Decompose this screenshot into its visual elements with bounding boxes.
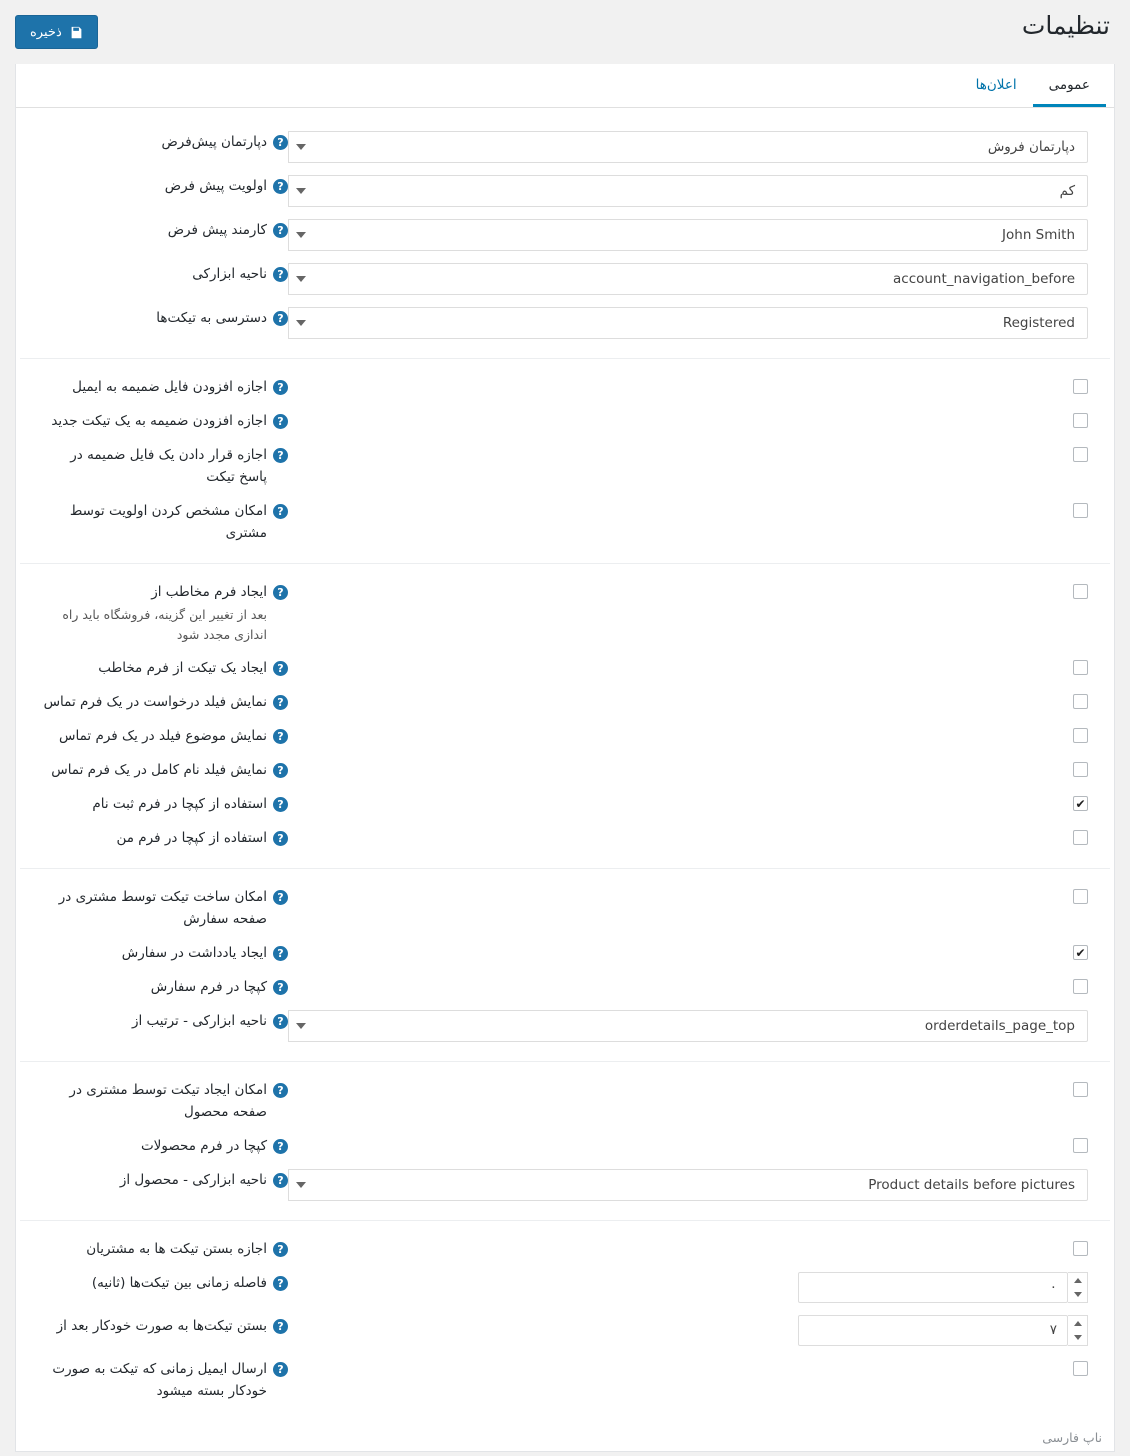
setting-row (42, 879, 1088, 935)
select-wrapper (288, 219, 1088, 251)
setting-select[interactable]: دپارتمان فروش (288, 131, 1088, 163)
setting-row (42, 1265, 1088, 1308)
setting-field (288, 940, 1088, 960)
setting-row (42, 1231, 1088, 1265)
setting-checkbox[interactable] (1073, 1241, 1088, 1256)
select-wrapper (288, 131, 1088, 163)
checkbox-holder (288, 444, 1088, 462)
setting-label (40, 579, 288, 645)
setting-field (288, 173, 1088, 207)
setting-label-text: امکان ساخت تیکت توسط مشتری در صفحه سفارش (58, 889, 267, 927)
setting-label-text: کپچا در فرم محصولات (140, 1138, 267, 1154)
setting-checkbox[interactable] (1073, 830, 1088, 845)
number-holder (288, 1272, 1088, 1303)
setting-field (288, 579, 1088, 599)
setting-label-text: امکان مشخص کردن اولویت توسط مشتری (69, 503, 267, 541)
setting-field (288, 217, 1088, 251)
setting-label-text: امکان ایجاد تیکت توسط مشتری در صفحه محصول (69, 1082, 267, 1120)
checkbox-holder (288, 500, 1088, 518)
setting-row (42, 684, 1088, 718)
checkbox-holder (288, 1358, 1088, 1376)
setting-label (40, 1270, 288, 1294)
help-icon[interactable]: ? (273, 1173, 288, 1188)
check-icon: ✔ (1075, 796, 1086, 811)
setting-checkbox[interactable] (1073, 762, 1088, 777)
help-icon[interactable]: ? (273, 695, 288, 710)
setting-label-text: ناحیه ابزارکی - ترتیب از (131, 1013, 267, 1029)
setting-label (40, 1167, 288, 1191)
setting-checkbox[interactable] (1073, 584, 1088, 599)
setting-label (40, 689, 288, 713)
checkbox-holder (288, 1238, 1088, 1256)
setting-row (42, 437, 1088, 493)
setting-checkbox[interactable] (1073, 1082, 1088, 1097)
setting-row (42, 935, 1088, 969)
setting-label-text: ایجاد یادداشت در سفارش (121, 945, 267, 961)
setting-field (288, 974, 1088, 994)
checkbox-holder (288, 1079, 1088, 1097)
page-title: تنظیمات (1021, 11, 1110, 40)
setting-field (288, 498, 1088, 518)
stepper-up-icon[interactable] (1068, 1316, 1087, 1331)
save-disk-icon (70, 26, 83, 39)
setting-row (42, 752, 1088, 786)
checkbox-holder (288, 759, 1088, 777)
help-icon[interactable]: ? (273, 661, 288, 676)
help-icon[interactable]: ? (273, 179, 288, 194)
setting-row (42, 969, 1088, 1003)
select-wrapper (288, 1010, 1088, 1042)
setting-checkbox[interactable] (1073, 979, 1088, 994)
setting-field (288, 442, 1088, 462)
setting-field (288, 1008, 1088, 1042)
setting-label-text: دسترسی به تیکت‌ها (156, 310, 267, 326)
help-icon[interactable]: ? (273, 267, 288, 282)
settings-panel (15, 64, 1115, 1452)
setting-label (40, 305, 288, 329)
setting-field (288, 374, 1088, 394)
help-icon[interactable]: ? (273, 763, 288, 778)
help-icon[interactable]: ? (273, 380, 288, 395)
setting-label-text: نمایش فیلد درخواست در یک فرم تماس (43, 694, 267, 710)
stepper-down-icon[interactable] (1068, 1288, 1087, 1303)
setting-label-text: کارمند پیش فرض (167, 222, 267, 238)
setting-number-input[interactable]: ۷ (798, 1315, 1068, 1346)
setting-field (288, 1133, 1088, 1153)
select-wrapper (288, 307, 1088, 339)
number-wrapper (798, 1315, 1088, 1346)
top-bar (0, 0, 1130, 64)
help-icon[interactable]: ? (273, 504, 288, 519)
help-icon[interactable]: ? (273, 831, 288, 846)
setting-field (288, 884, 1088, 904)
setting-label (40, 825, 288, 849)
number-holder (288, 1315, 1088, 1346)
setting-label (40, 655, 288, 679)
help-icon[interactable]: ? (273, 1083, 288, 1098)
setting-field (288, 305, 1088, 339)
checkbox-holder (288, 793, 1088, 811)
setting-field (288, 1313, 1088, 1346)
checkbox-holder (288, 1135, 1088, 1153)
setting-label (40, 1133, 288, 1157)
checkbox-holder (288, 725, 1088, 743)
setting-row (42, 124, 1088, 168)
setting-label-text: نمایش موضوع فیلد در یک فرم تماس (59, 728, 267, 744)
checkbox-holder (288, 691, 1088, 709)
setting-field (288, 723, 1088, 743)
checkbox-holder (288, 886, 1088, 904)
setting-field (288, 1270, 1088, 1303)
checkbox-holder (288, 976, 1088, 994)
help-icon[interactable]: ? (273, 448, 288, 463)
setting-label (40, 1077, 288, 1123)
checkbox-holder (288, 827, 1088, 845)
help-icon[interactable]: ? (273, 890, 288, 905)
setting-field (288, 689, 1088, 709)
stepper-down-icon[interactable] (1068, 1331, 1087, 1346)
setting-label-text: بستن تیکت‌ها به صورت خودکار بعد از (56, 1318, 267, 1334)
chevron-down-icon[interactable] (288, 263, 312, 295)
help-icon[interactable]: ? (273, 1242, 288, 1257)
setting-checkbox[interactable] (1073, 945, 1088, 960)
setting-field (288, 757, 1088, 777)
setting-label-text: کپچا در فرم سفارش (150, 979, 267, 995)
setting-label (40, 1313, 288, 1337)
setting-label (40, 408, 288, 432)
setting-label-text: ایجاد یک تیکت از فرم مخاطب (98, 660, 267, 676)
setting-field (288, 1077, 1088, 1097)
setting-checkbox[interactable] (1073, 379, 1088, 394)
setting-row (42, 300, 1088, 344)
select-wrapper (288, 175, 1088, 207)
setting-row (42, 786, 1088, 820)
setting-label-text: اجازه بستن تیکت ها به مشتریان (86, 1241, 267, 1257)
setting-field (288, 408, 1088, 428)
checkbox-holder (288, 942, 1088, 960)
setting-note: بعد از تغییر این گزینه، فروشگاه باید راه اندازی مجدد شود (62, 607, 267, 642)
number-wrapper (798, 1272, 1088, 1303)
chevron-down-icon[interactable] (288, 175, 312, 207)
check-icon: ✔ (1075, 945, 1086, 960)
setting-field (288, 791, 1088, 811)
stepper-up-icon[interactable] (1068, 1273, 1087, 1288)
help-icon[interactable]: ? (273, 1139, 288, 1154)
setting-label-text: ایجاد فرم مخاطب از (151, 584, 267, 600)
setting-row (42, 1072, 1088, 1128)
setting-checkbox[interactable] (1073, 728, 1088, 743)
help-icon[interactable]: ? (273, 414, 288, 429)
chevron-down-icon[interactable] (288, 131, 312, 163)
setting-row (42, 1128, 1088, 1162)
setting-checkbox[interactable] (1073, 413, 1088, 428)
setting-checkbox[interactable] (1073, 889, 1088, 904)
setting-row (42, 403, 1088, 437)
setting-field (288, 655, 1088, 675)
setting-field (288, 825, 1088, 845)
chevron-down-icon[interactable] (288, 1169, 312, 1201)
chevron-down-icon[interactable] (288, 219, 312, 251)
setting-label-text: اجازه قرار دادن یک فایل ضمیمه در پاسخ تیکت (70, 447, 267, 485)
setting-label-text: فاصله زمانی بین تیکت‌ها (ثانیه) (91, 1275, 267, 1291)
setting-label (40, 173, 288, 197)
setting-label (40, 129, 288, 153)
setting-row (42, 650, 1088, 684)
setting-label-text: ناحیه ابزارکی (192, 266, 267, 282)
help-icon[interactable]: ? (273, 946, 288, 961)
setting-select[interactable]: orderdetails_page_top (288, 1010, 1088, 1042)
checkbox-holder (288, 581, 1088, 599)
chevron-down-icon[interactable] (288, 307, 312, 339)
settings-group (20, 114, 1110, 359)
setting-checkbox[interactable] (1073, 660, 1088, 675)
checkbox-holder (288, 410, 1088, 428)
setting-checkbox[interactable] (1073, 447, 1088, 462)
setting-label-text: استفاده از کپچا در فرم ثبت نام (92, 796, 267, 812)
setting-label-text: اجازه افزودن فایل ضمیمه به ایمیل (72, 379, 267, 395)
setting-field (288, 1356, 1088, 1376)
setting-label (40, 884, 288, 930)
setting-number-input[interactable]: ۰ (798, 1272, 1068, 1303)
setting-label-text: اولویت پیش فرض (164, 178, 267, 194)
setting-select[interactable]: Registered (288, 307, 1088, 339)
setting-label-text: اجازه افزودن ضمیمه به یک تیکت جدید (51, 413, 267, 429)
setting-row (42, 718, 1088, 752)
save-button[interactable] (15, 15, 98, 49)
help-icon[interactable]: ? (273, 1362, 288, 1377)
setting-checkbox[interactable] (1073, 796, 1088, 811)
setting-row (42, 1162, 1088, 1206)
setting-checkbox[interactable] (1073, 694, 1088, 709)
help-icon[interactable]: ? (273, 223, 288, 238)
setting-row (42, 820, 1088, 854)
tab-notifications[interactable]: اعلان‌ها (975, 77, 1017, 93)
settings-group (20, 1062, 1110, 1221)
setting-label (40, 374, 288, 398)
setting-label (40, 217, 288, 241)
setting-field (288, 129, 1088, 163)
setting-checkbox[interactable] (1073, 1138, 1088, 1153)
setting-row (42, 369, 1088, 403)
setting-label-text: ارسال ایمیل زمانی که تیکت به صورت خودکار بسته میشود (52, 1361, 267, 1399)
number-spinner[interactable] (1068, 1272, 1088, 1303)
watermark: ناپ فارسی (1042, 1430, 1102, 1445)
help-icon[interactable]: ? (273, 1276, 288, 1291)
setting-field (288, 1167, 1088, 1201)
tab-general[interactable]: عمومی (1033, 64, 1106, 107)
help-icon[interactable]: ? (273, 729, 288, 744)
setting-field (288, 1236, 1088, 1256)
settings-group (20, 869, 1110, 1062)
setting-label-text: نمایش فیلد نام کامل در یک فرم تماس (51, 762, 267, 778)
help-icon[interactable]: ? (273, 135, 288, 150)
setting-row (42, 256, 1088, 300)
select-wrapper (288, 263, 1088, 295)
setting-label (40, 1008, 288, 1032)
setting-row (42, 1351, 1088, 1407)
setting-label (40, 261, 288, 285)
setting-label (40, 442, 288, 488)
setting-label-text: استفاده از کپچا در فرم من (116, 830, 267, 846)
number-spinner[interactable] (1068, 1315, 1088, 1346)
settings-group (20, 564, 1110, 869)
help-icon[interactable]: ? (273, 585, 288, 600)
setting-label (40, 757, 288, 781)
settings-group (20, 1221, 1110, 1421)
settings-form (16, 108, 1114, 1451)
select-wrapper (288, 1169, 1088, 1201)
setting-label-text: دپارتمان پیش‌فرض (161, 134, 267, 150)
setting-label (40, 940, 288, 964)
help-icon[interactable]: ? (273, 311, 288, 326)
setting-row (42, 1308, 1088, 1351)
setting-row (42, 574, 1088, 650)
setting-label (40, 791, 288, 815)
setting-label (40, 1356, 288, 1402)
checkbox-holder (288, 376, 1088, 394)
setting-select[interactable]: Product details before pictures (288, 1169, 1088, 1201)
save-button-label: ذخیره (30, 24, 62, 39)
tab-bar (16, 64, 1114, 108)
setting-checkbox[interactable] (1073, 503, 1088, 518)
setting-row (42, 493, 1088, 549)
setting-row (42, 1003, 1088, 1047)
help-icon[interactable]: ? (273, 1014, 288, 1029)
setting-label (40, 498, 288, 544)
setting-label-text: ناحیه ابزارکی - محصول از (119, 1172, 267, 1188)
setting-label (40, 723, 288, 747)
checkbox-holder (288, 657, 1088, 675)
setting-field (288, 261, 1088, 295)
setting-row (42, 212, 1088, 256)
chevron-down-icon[interactable] (288, 1010, 312, 1042)
setting-select[interactable]: account_navigation_before (288, 263, 1088, 295)
settings-group (20, 359, 1110, 564)
help-icon[interactable]: ? (273, 980, 288, 995)
help-icon[interactable]: ? (273, 797, 288, 812)
help-icon[interactable]: ? (273, 1319, 288, 1334)
setting-row (42, 168, 1088, 212)
setting-select[interactable]: کم (288, 175, 1088, 207)
setting-label (40, 974, 288, 998)
setting-checkbox[interactable] (1073, 1361, 1088, 1376)
setting-label (40, 1236, 288, 1260)
setting-select[interactable]: John Smith (288, 219, 1088, 251)
